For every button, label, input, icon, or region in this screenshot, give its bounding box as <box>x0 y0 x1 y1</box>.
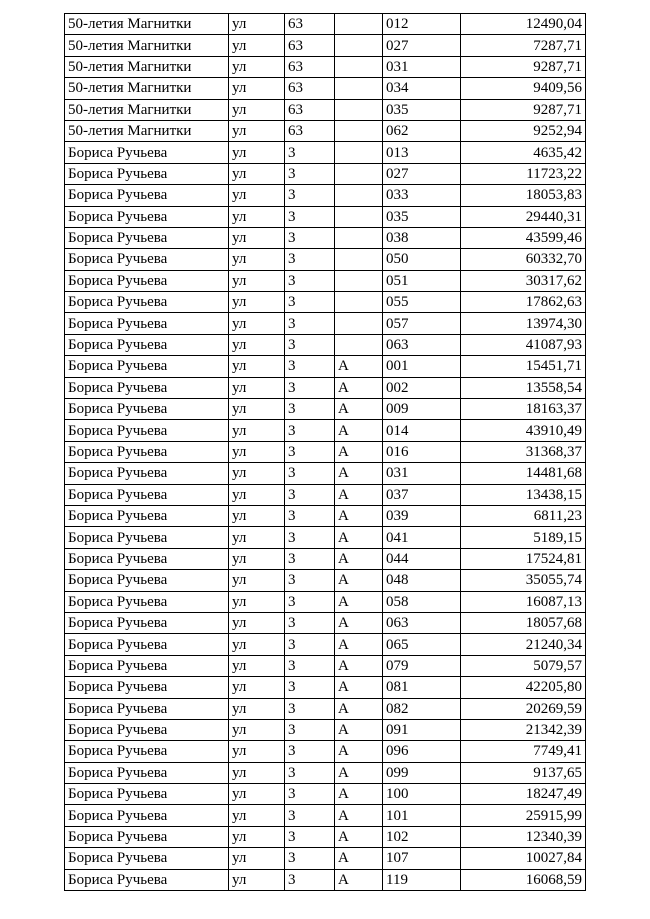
house-cell: 3 <box>285 399 335 420</box>
house-cell: 63 <box>285 99 335 120</box>
house-cell: 3 <box>285 463 335 484</box>
building-letter-cell <box>335 313 383 334</box>
house-cell: 3 <box>285 292 335 313</box>
house-cell: 3 <box>285 206 335 227</box>
street-type-cell: ул <box>229 78 285 99</box>
amount-cell: 31368,37 <box>461 441 586 462</box>
table-row <box>65 869 586 890</box>
amount-cell: 4635,42 <box>461 142 586 163</box>
apartment-cell: 057 <box>383 313 461 334</box>
amount-cell: 43599,46 <box>461 227 586 248</box>
building-letter-cell: А <box>335 677 383 698</box>
building-letter-cell <box>335 270 383 291</box>
street-type-cell: ул <box>229 270 285 291</box>
street-cell: Бориса Ручьева <box>65 484 229 505</box>
amount-cell: 43910,49 <box>461 420 586 441</box>
street-cell: Бориса Ручьева <box>65 313 229 334</box>
table-row <box>65 420 586 441</box>
street-cell: Бориса Ручьева <box>65 505 229 526</box>
street-type-cell: ул <box>229 548 285 569</box>
street-cell: Бориса Ручьева <box>65 206 229 227</box>
building-letter-cell <box>335 120 383 141</box>
table-row <box>65 399 586 420</box>
amount-cell: 9287,71 <box>461 56 586 77</box>
building-letter-cell <box>335 163 383 184</box>
house-cell: 3 <box>285 591 335 612</box>
building-letter-cell: А <box>335 805 383 826</box>
table-row <box>65 227 586 248</box>
apartment-cell: 079 <box>383 655 461 676</box>
apartment-cell: 031 <box>383 56 461 77</box>
house-cell: 63 <box>285 14 335 35</box>
street-type-cell: ул <box>229 441 285 462</box>
apartment-cell: 100 <box>383 784 461 805</box>
house-cell: 3 <box>285 698 335 719</box>
table-row <box>65 848 586 869</box>
apartment-cell: 119 <box>383 869 461 890</box>
street-type-cell: ул <box>229 206 285 227</box>
building-letter-cell <box>335 99 383 120</box>
street-cell: Бориса Ручьева <box>65 377 229 398</box>
street-cell: Бориса Ручьева <box>65 185 229 206</box>
street-cell: Бориса Ручьева <box>65 227 229 248</box>
street-type-cell: ул <box>229 463 285 484</box>
street-cell: Бориса Ручьева <box>65 463 229 484</box>
street-type-cell: ул <box>229 784 285 805</box>
apartment-cell: 065 <box>383 634 461 655</box>
apartment-cell: 035 <box>383 206 461 227</box>
table-body <box>65 14 586 891</box>
amount-cell: 21240,34 <box>461 634 586 655</box>
table-row <box>65 570 586 591</box>
amount-cell: 9409,56 <box>461 78 586 99</box>
house-cell: 3 <box>285 505 335 526</box>
amount-cell: 18053,83 <box>461 185 586 206</box>
apartment-cell: 037 <box>383 484 461 505</box>
house-cell: 3 <box>285 484 335 505</box>
street-cell: 50-летия Магнитки <box>65 56 229 77</box>
apartment-cell: 044 <box>383 548 461 569</box>
apartment-cell: 051 <box>383 270 461 291</box>
table-row <box>65 163 586 184</box>
house-cell: 3 <box>285 527 335 548</box>
apartment-cell: 048 <box>383 570 461 591</box>
street-cell: 50-летия Магнитки <box>65 99 229 120</box>
table-row <box>65 14 586 35</box>
building-letter-cell: А <box>335 527 383 548</box>
street-type-cell: ул <box>229 869 285 890</box>
building-letter-cell <box>335 35 383 56</box>
table-row <box>65 99 586 120</box>
street-type-cell: ул <box>229 227 285 248</box>
building-letter-cell: А <box>335 441 383 462</box>
amount-cell: 6811,23 <box>461 505 586 526</box>
street-cell: Бориса Ручьева <box>65 399 229 420</box>
street-cell: Бориса Ручьева <box>65 270 229 291</box>
table-row <box>65 548 586 569</box>
table-row <box>65 56 586 77</box>
table-row <box>65 313 586 334</box>
building-letter-cell: А <box>335 463 383 484</box>
table-row <box>65 719 586 740</box>
street-cell: Бориса Ручьева <box>65 677 229 698</box>
street-cell: Бориса Ручьева <box>65 869 229 890</box>
building-letter-cell: А <box>335 719 383 740</box>
apartment-cell: 014 <box>383 420 461 441</box>
street-type-cell: ул <box>229 249 285 270</box>
street-cell: Бориса Ручьева <box>65 719 229 740</box>
amount-cell: 18057,68 <box>461 612 586 633</box>
apartment-cell: 033 <box>383 185 461 206</box>
building-letter-cell: А <box>335 420 383 441</box>
building-letter-cell <box>335 206 383 227</box>
street-type-cell: ул <box>229 56 285 77</box>
apartment-cell: 081 <box>383 677 461 698</box>
building-letter-cell: А <box>335 570 383 591</box>
house-cell: 3 <box>285 420 335 441</box>
street-cell: Бориса Ручьева <box>65 612 229 633</box>
table-row <box>65 292 586 313</box>
street-type-cell: ул <box>229 14 285 35</box>
house-cell: 3 <box>285 762 335 783</box>
house-cell: 3 <box>285 784 335 805</box>
house-cell: 3 <box>285 719 335 740</box>
building-letter-cell <box>335 185 383 206</box>
street-type-cell: ул <box>229 292 285 313</box>
building-letter-cell: А <box>335 784 383 805</box>
street-type-cell: ул <box>229 505 285 526</box>
building-letter-cell: А <box>335 848 383 869</box>
amount-cell: 9252,94 <box>461 120 586 141</box>
apartment-cell: 091 <box>383 719 461 740</box>
amount-cell: 12340,39 <box>461 826 586 847</box>
amount-cell: 41087,93 <box>461 334 586 355</box>
apartment-cell: 101 <box>383 805 461 826</box>
street-type-cell: ул <box>229 698 285 719</box>
apartment-cell: 009 <box>383 399 461 420</box>
apartment-cell: 013 <box>383 142 461 163</box>
apartment-cell: 041 <box>383 527 461 548</box>
apartment-cell: 035 <box>383 99 461 120</box>
table-row <box>65 741 586 762</box>
apartment-cell: 082 <box>383 698 461 719</box>
building-letter-cell: А <box>335 655 383 676</box>
street-type-cell: ул <box>229 420 285 441</box>
street-type-cell: ул <box>229 570 285 591</box>
street-cell: Бориса Ручьева <box>65 655 229 676</box>
house-cell: 3 <box>285 805 335 826</box>
apartment-cell: 063 <box>383 334 461 355</box>
street-type-cell: ул <box>229 527 285 548</box>
building-letter-cell <box>335 249 383 270</box>
street-cell: Бориса Ручьева <box>65 570 229 591</box>
street-cell: Бориса Ручьева <box>65 527 229 548</box>
street-type-cell: ул <box>229 35 285 56</box>
amount-cell: 12490,04 <box>461 14 586 35</box>
amount-cell: 7749,41 <box>461 741 586 762</box>
building-letter-cell: А <box>335 869 383 890</box>
table-row <box>65 484 586 505</box>
table-row <box>65 826 586 847</box>
street-type-cell: ул <box>229 163 285 184</box>
amount-cell: 35055,74 <box>461 570 586 591</box>
amount-cell: 13558,54 <box>461 377 586 398</box>
house-cell: 3 <box>285 826 335 847</box>
house-cell: 3 <box>285 227 335 248</box>
building-letter-cell: А <box>335 826 383 847</box>
amount-cell: 9287,71 <box>461 99 586 120</box>
building-letter-cell: А <box>335 548 383 569</box>
table-row <box>65 78 586 99</box>
street-type-cell: ул <box>229 805 285 826</box>
table-row <box>65 805 586 826</box>
amount-cell: 30317,62 <box>461 270 586 291</box>
street-cell: Бориса Ручьева <box>65 698 229 719</box>
street-type-cell: ул <box>229 99 285 120</box>
table-row <box>65 185 586 206</box>
amount-cell: 16087,13 <box>461 591 586 612</box>
street-cell: Бориса Ручьева <box>65 292 229 313</box>
apartment-cell: 062 <box>383 120 461 141</box>
house-cell: 3 <box>285 313 335 334</box>
street-type-cell: ул <box>229 120 285 141</box>
house-cell: 3 <box>285 356 335 377</box>
table-row <box>65 120 586 141</box>
building-letter-cell <box>335 56 383 77</box>
house-cell: 3 <box>285 548 335 569</box>
amount-cell: 25915,99 <box>461 805 586 826</box>
house-cell: 3 <box>285 655 335 676</box>
street-cell: Бориса Ручьева <box>65 848 229 869</box>
building-letter-cell <box>335 292 383 313</box>
street-type-cell: ул <box>229 655 285 676</box>
street-cell: Бориса Ручьева <box>65 356 229 377</box>
building-letter-cell: А <box>335 762 383 783</box>
street-type-cell: ул <box>229 826 285 847</box>
street-type-cell: ул <box>229 185 285 206</box>
apartment-cell: 107 <box>383 848 461 869</box>
house-cell: 63 <box>285 120 335 141</box>
street-cell: Бориса Ручьева <box>65 741 229 762</box>
apartment-cell: 063 <box>383 612 461 633</box>
table-row <box>65 655 586 676</box>
street-type-cell: ул <box>229 612 285 633</box>
street-cell: Бориса Ручьева <box>65 441 229 462</box>
table-row <box>65 527 586 548</box>
building-letter-cell: А <box>335 634 383 655</box>
street-cell: Бориса Ручьева <box>65 591 229 612</box>
building-letter-cell <box>335 78 383 99</box>
amount-cell: 11723,22 <box>461 163 586 184</box>
document-page <box>64 13 586 891</box>
street-type-cell: ул <box>229 719 285 740</box>
building-letter-cell: А <box>335 612 383 633</box>
amount-cell: 21342,39 <box>461 719 586 740</box>
amount-cell: 42205,80 <box>461 677 586 698</box>
amount-cell: 17524,81 <box>461 548 586 569</box>
street-cell: 50-летия Магнитки <box>65 120 229 141</box>
table-row <box>65 441 586 462</box>
amount-cell: 17862,63 <box>461 292 586 313</box>
street-cell: Бориса Ручьева <box>65 548 229 569</box>
amount-cell: 20269,59 <box>461 698 586 719</box>
street-type-cell: ул <box>229 484 285 505</box>
table-row <box>65 677 586 698</box>
street-cell: Бориса Ручьева <box>65 163 229 184</box>
street-type-cell: ул <box>229 356 285 377</box>
amount-cell: 7287,71 <box>461 35 586 56</box>
street-cell: 50-летия Магнитки <box>65 35 229 56</box>
building-letter-cell: А <box>335 377 383 398</box>
street-cell: Бориса Ручьева <box>65 334 229 355</box>
table-row <box>65 698 586 719</box>
amount-cell: 9137,65 <box>461 762 586 783</box>
house-cell: 3 <box>285 570 335 591</box>
table-row <box>65 505 586 526</box>
table-row <box>65 334 586 355</box>
apartment-cell: 099 <box>383 762 461 783</box>
building-letter-cell: А <box>335 698 383 719</box>
street-cell: Бориса Ручьева <box>65 805 229 826</box>
building-letter-cell: А <box>335 399 383 420</box>
apartment-cell: 034 <box>383 78 461 99</box>
building-letter-cell: А <box>335 484 383 505</box>
apartment-cell: 058 <box>383 591 461 612</box>
house-cell: 3 <box>285 334 335 355</box>
street-cell: Бориса Ручьева <box>65 142 229 163</box>
house-cell: 3 <box>285 185 335 206</box>
house-cell: 63 <box>285 56 335 77</box>
table-row <box>65 35 586 56</box>
building-letter-cell <box>335 227 383 248</box>
street-type-cell: ул <box>229 741 285 762</box>
street-type-cell: ул <box>229 591 285 612</box>
street-cell: Бориса Ручьева <box>65 784 229 805</box>
street-cell: Бориса Ручьева <box>65 762 229 783</box>
street-type-cell: ул <box>229 677 285 698</box>
table-row <box>65 142 586 163</box>
house-cell: 3 <box>285 612 335 633</box>
amount-cell: 16068,59 <box>461 869 586 890</box>
building-letter-cell <box>335 142 383 163</box>
apartment-cell: 055 <box>383 292 461 313</box>
apartment-cell: 031 <box>383 463 461 484</box>
apartment-cell: 002 <box>383 377 461 398</box>
amount-cell: 15451,71 <box>461 356 586 377</box>
amount-cell: 14481,68 <box>461 463 586 484</box>
building-letter-cell: А <box>335 356 383 377</box>
amount-cell: 29440,31 <box>461 206 586 227</box>
street-type-cell: ул <box>229 313 285 334</box>
building-letter-cell: А <box>335 741 383 762</box>
table-row <box>65 377 586 398</box>
building-letter-cell <box>335 14 383 35</box>
house-cell: 3 <box>285 869 335 890</box>
street-type-cell: ул <box>229 377 285 398</box>
apartment-cell: 050 <box>383 249 461 270</box>
table-row <box>65 784 586 805</box>
apartment-cell: 001 <box>383 356 461 377</box>
table-row <box>65 356 586 377</box>
house-cell: 63 <box>285 35 335 56</box>
house-cell: 3 <box>285 677 335 698</box>
table-row <box>65 463 586 484</box>
house-cell: 3 <box>285 848 335 869</box>
street-type-cell: ул <box>229 399 285 420</box>
house-cell: 3 <box>285 163 335 184</box>
street-cell: Бориса Ручьева <box>65 634 229 655</box>
apartment-cell: 038 <box>383 227 461 248</box>
apartment-cell: 027 <box>383 163 461 184</box>
table-row <box>65 762 586 783</box>
amount-cell: 13438,15 <box>461 484 586 505</box>
house-cell: 3 <box>285 741 335 762</box>
amount-cell: 5189,15 <box>461 527 586 548</box>
table-row <box>65 270 586 291</box>
building-letter-cell: А <box>335 591 383 612</box>
apartment-cell: 039 <box>383 505 461 526</box>
house-cell: 3 <box>285 441 335 462</box>
street-type-cell: ул <box>229 634 285 655</box>
street-type-cell: ул <box>229 334 285 355</box>
street-type-cell: ул <box>229 848 285 869</box>
street-cell: 50-летия Магнитки <box>65 78 229 99</box>
street-cell: Бориса Ручьева <box>65 420 229 441</box>
house-cell: 3 <box>285 270 335 291</box>
street-cell: Бориса Ручьева <box>65 826 229 847</box>
street-cell: Бориса Ручьева <box>65 249 229 270</box>
apartment-cell: 096 <box>383 741 461 762</box>
table-row <box>65 634 586 655</box>
apartment-cell: 027 <box>383 35 461 56</box>
house-cell: 3 <box>285 249 335 270</box>
building-letter-cell: А <box>335 505 383 526</box>
amount-cell: 13974,30 <box>461 313 586 334</box>
table-row <box>65 612 586 633</box>
amount-cell: 60332,70 <box>461 249 586 270</box>
table-row <box>65 206 586 227</box>
table-row <box>65 591 586 612</box>
house-cell: 63 <box>285 78 335 99</box>
street-cell: 50-летия Магнитки <box>65 14 229 35</box>
amount-cell: 18247,49 <box>461 784 586 805</box>
apartment-cell: 102 <box>383 826 461 847</box>
amount-cell: 10027,84 <box>461 848 586 869</box>
house-cell: 3 <box>285 142 335 163</box>
apartment-cell: 016 <box>383 441 461 462</box>
street-type-cell: ул <box>229 142 285 163</box>
debt-table <box>64 13 586 891</box>
amount-cell: 18163,37 <box>461 399 586 420</box>
apartment-cell: 012 <box>383 14 461 35</box>
street-type-cell: ул <box>229 762 285 783</box>
house-cell: 3 <box>285 634 335 655</box>
amount-cell: 5079,57 <box>461 655 586 676</box>
table-row <box>65 249 586 270</box>
house-cell: 3 <box>285 377 335 398</box>
building-letter-cell <box>335 334 383 355</box>
